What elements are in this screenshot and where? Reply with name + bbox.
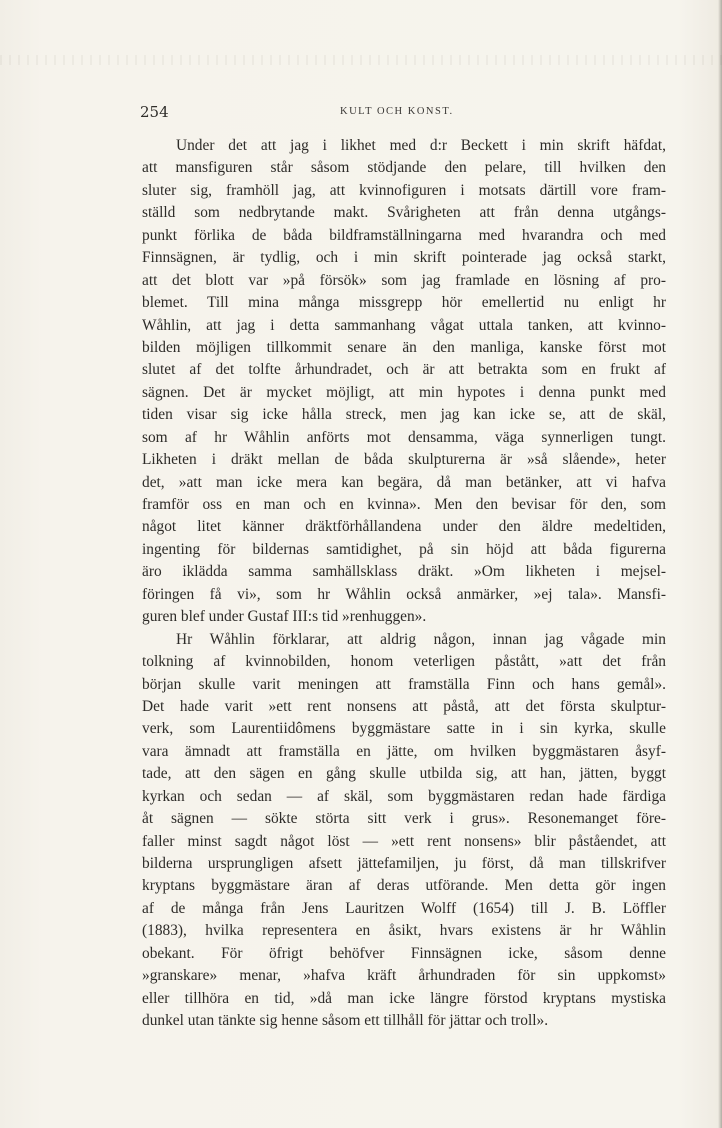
text-line: som af hr Wåhlin anförts mot densamma, väga synnerligen tungt. <box>142 428 666 446</box>
text-line: att det blott var »på försök» som jag framlade en lösning af pro- <box>142 271 666 289</box>
text-line: början skulle varit meningen att framställa Finn och hans gemål». <box>142 675 666 693</box>
text-line: Finnsägnen, är tydlig, och i min skrift pointerade jag också starkt, <box>142 249 666 267</box>
text-line: åt sägnen — sökte störta sitt verk i grus». Resonemanget före- <box>142 810 666 828</box>
text-line: äro iklädda samma samhällsklass dräkt. »Om likheten i mejsel- <box>142 563 666 581</box>
text-line: tiden visar sig icke hålla streck, men jag kan icke se, att de skäl, <box>142 406 666 424</box>
text-line: det, »att man icke mera kan begära, då man betänker, att vi hafva <box>142 473 666 491</box>
text-line: obekant. För öfrigt behöfver Finnsägnen icke, såsom denne <box>142 944 666 962</box>
running-title: KULT OCH KONST. <box>340 106 454 117</box>
text-line: tade, att den sägen en gång skulle utbilda sig, att han, jätten, byggt <box>142 765 666 783</box>
text-line: faller minst sagdt något löst — »ett rent nonsens» blir påståendet, att <box>142 832 666 850</box>
text-line: framför oss en man och en kvinna». Men den bevisar för den, som <box>142 496 666 513</box>
text-line: (1883), hvilka representera en åsikt, hvars existens är hr Wåhlin <box>142 922 666 940</box>
text-line: Hr Wåhlin förklarar, att aldrig någon, innan jag vågade min <box>176 630 666 648</box>
text-line: att mansfiguren står såsom stödjande den pelare, till hvilken den <box>142 159 666 177</box>
text-line: bilden möjligen tillkommit senare än den manliga, kanske först mot <box>142 338 666 356</box>
text-line: Under det att jag i likhet med d:r Beckett i min skrift häfdat, <box>176 137 666 154</box>
text-line: blemet. Till mina många missgrepp hör emellertid nu enligt hr <box>142 294 666 312</box>
text-line: punkt förlika de båda bildframställningarna med hvarandra och med <box>142 226 666 244</box>
body-text <box>142 135 666 1033</box>
paper-texture <box>0 55 722 65</box>
text-line: »granskare» menar, »hafva kräft århundraden för sin uppkomst» <box>142 967 666 985</box>
page-edge-shadow <box>718 0 722 1128</box>
text-line: bilderna ursprungligen afsett jättefamiljen, ju först, då man tillskrifver <box>142 855 666 872</box>
text-line: kyrkan och sedan — af skäl, som byggmästaren redan hade färdiga <box>142 787 666 805</box>
text-line: ingenting för bildernas samtidighet, på sin höjd att båda figurerna <box>142 540 666 558</box>
text-line: Likheten i dräkt mellan de båda skulpturerna är »så slående», heter <box>142 451 666 469</box>
text-line: slutet af det tolfte århundradet, och är att betrakta som en frukt af <box>142 361 666 379</box>
text-line: guren blef under Gustaf III:s tid »renhuggen». <box>142 608 427 626</box>
page-number: 254 <box>140 103 169 121</box>
text-line: kryptans byggmästare äran af deras utförande. Men detta gör ingen <box>142 877 666 895</box>
text-line: Wåhlin, att jag i detta sammanhang vågat uttala tanken, att kvinno- <box>142 316 666 334</box>
text-line: af de många från Jens Lauritzen Wolff (1654) till J. B. Löffler <box>142 899 666 917</box>
text-line: dunkel utan tänkte sig henne såsom ett tillhåll för jättar och troll». <box>142 1012 549 1030</box>
text-line: sluter sig, framhöll jag, att kvinnofiguren i motsats därtill vore fram- <box>142 181 666 199</box>
text-line: något litet känner dräktförhållandena under den äldre medeltiden, <box>142 518 666 536</box>
text-line: sägnen. Det är mycket möjligt, att min hypotes i denna punkt med <box>142 383 666 401</box>
text-line: vara ämnadt att framställa en jätte, om hvilken byggmästaren åsyf- <box>142 742 666 760</box>
text-line: Det hade varit »ett rent nonsens att påstå, att det första skulptur- <box>142 697 666 715</box>
text-line: tolkning af kvinnobilden, honom veterligen påstått, »att det från <box>142 653 666 671</box>
text-line: ställd som nedbrytande makt. Svårigheten att från denna utgångs- <box>142 204 666 222</box>
running-head <box>140 102 666 124</box>
text-line: föringen få vi», som hr Wåhlin också anmärker, »ej tala». Mansfi- <box>142 585 666 603</box>
text-line: verk, som Laurentiidômens byggmästare satte in i sin kyrka, skulle <box>142 720 666 738</box>
text-line: eller tillhöra en tid, »då man icke längre förstod kryptans mystiska <box>142 989 666 1007</box>
